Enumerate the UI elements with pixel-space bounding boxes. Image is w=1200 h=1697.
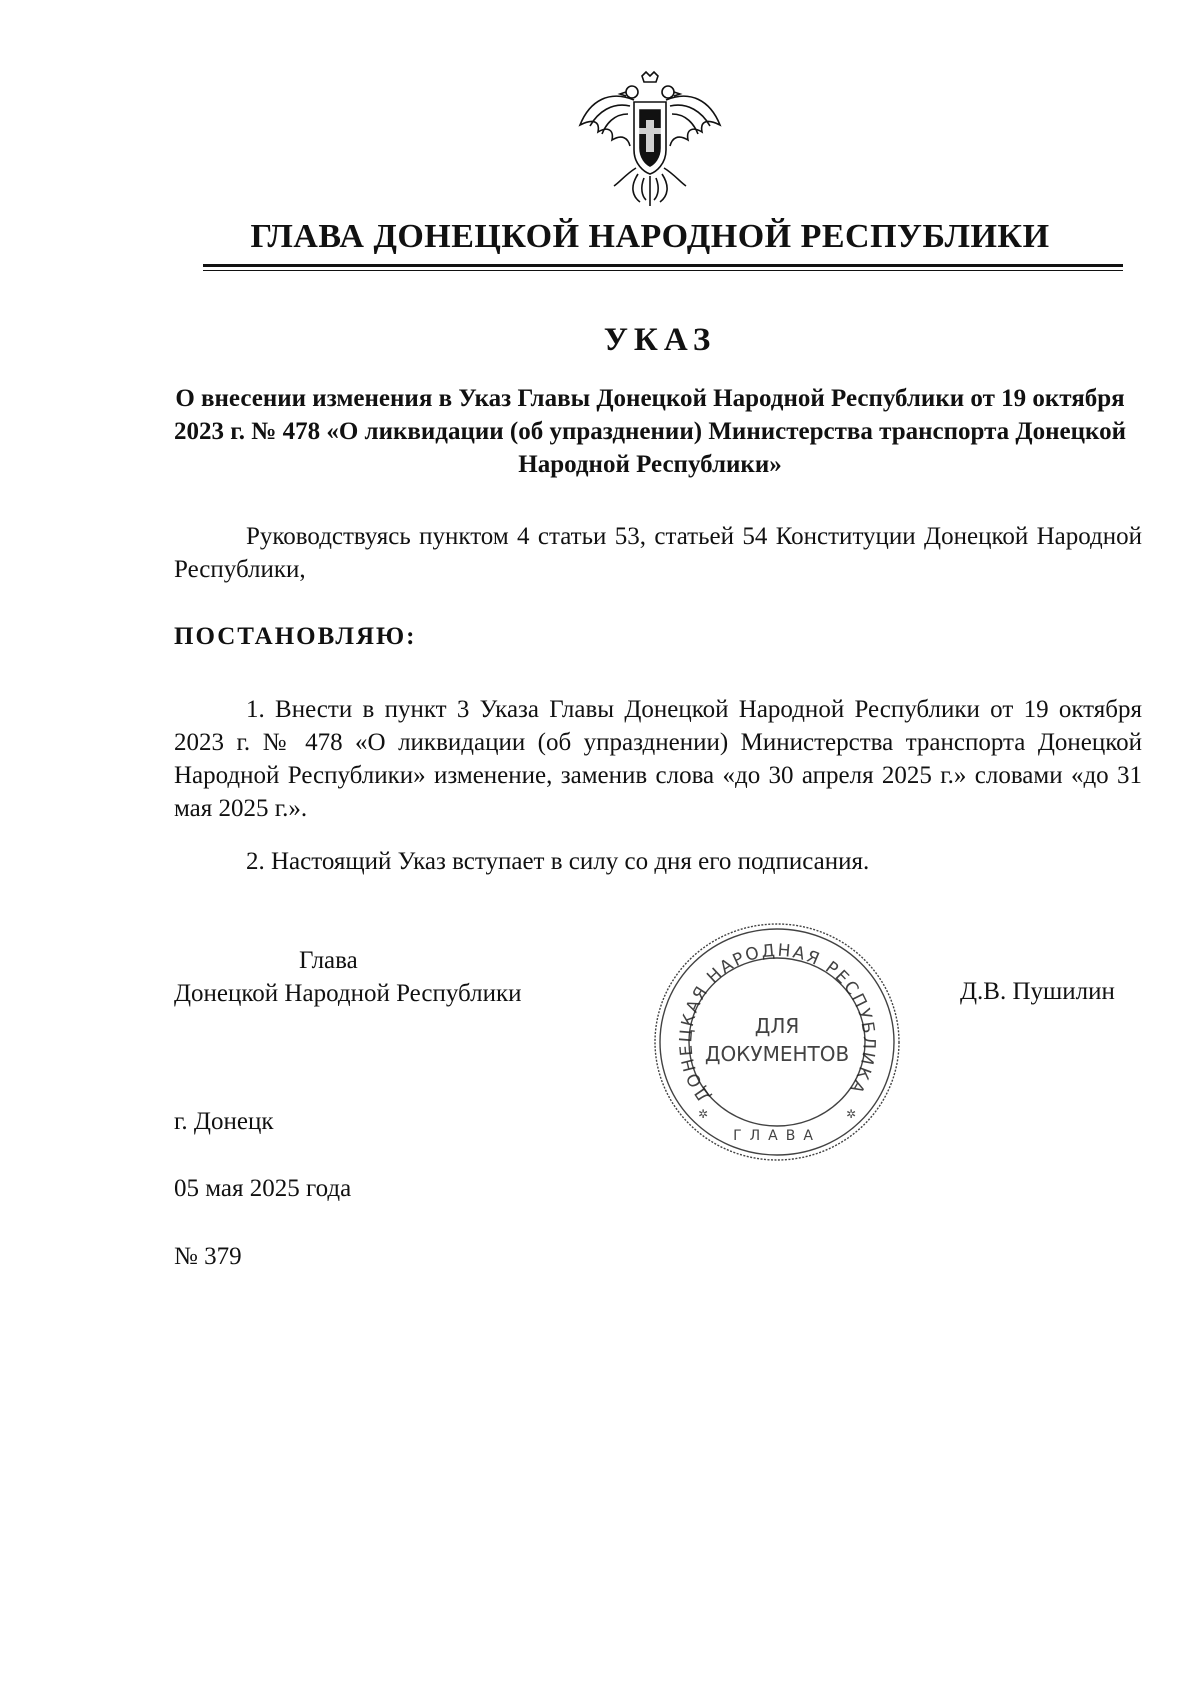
issue-date: 05 мая 2025 года [174, 1175, 352, 1202]
document-title: О внесении изменения в Указ Главы Донецкой Народной Республики от 19 октября 2023 г. № 478 «О ликвидации (об упразднении) Министерства транспорта Донецкой Народной Республики» [173, 385, 1127, 478]
signatory-name: Д.В. Пушилин [960, 978, 1115, 1005]
official-seal [650, 918, 905, 1166]
signatory-title-line2: Донецкой Народной Республики [174, 980, 522, 1007]
decree-word: ПОСТАНОВЛЯЮ: [174, 623, 417, 650]
issue-city: г. Донецк [174, 1108, 274, 1135]
signatory-title [174, 944, 574, 1010]
signatory-title-line1: Глава [299, 947, 358, 974]
seal-ring-text: ДОНЕЦКАЯ НАРОДНАЯ РЕСПУБЛИКА [676, 940, 879, 1106]
state-emblem-icon [570, 70, 730, 210]
document-number: № 379 [174, 1243, 242, 1270]
seal-star-left-icon: ✲ [698, 1107, 709, 1121]
header-rule-thin [203, 270, 1123, 271]
seal-center-line1: ДЛЯ [754, 1014, 800, 1038]
header-rule-thick [203, 264, 1123, 267]
seal-star-right-icon: ✲ [846, 1107, 857, 1121]
issuer-heading: ГЛАВА ДОНЕЦКОЙ НАРОДНОЙ РЕСПУБЛИКИ [250, 218, 1050, 255]
seal-bottom-text: ГЛАВА [733, 1128, 821, 1144]
preamble-paragraph: Руководствуясь пунктом 4 статьи 53, статьей 54 Конституции Донецкой Народной Республики, [174, 523, 1142, 583]
decree-item-1: 1. Внести в пункт 3 Указа Главы Донецкой Народной Республики от 19 октября 2023 г. № 478 «О ликвидации (об упразднении) Министерства транспорта Донецкой Народной Республики» изменение, заменив слова «до 30 апреля 2025 г.» словами «до 31 мая 2025 г.». [174, 696, 1142, 822]
document-type: УКАЗ [603, 322, 717, 358]
seal-center-line2: ДОКУМЕНТОВ [704, 1042, 850, 1066]
decree-item-2: 2. Настоящий Указ вступает в силу со дня его подписания. [246, 848, 870, 875]
